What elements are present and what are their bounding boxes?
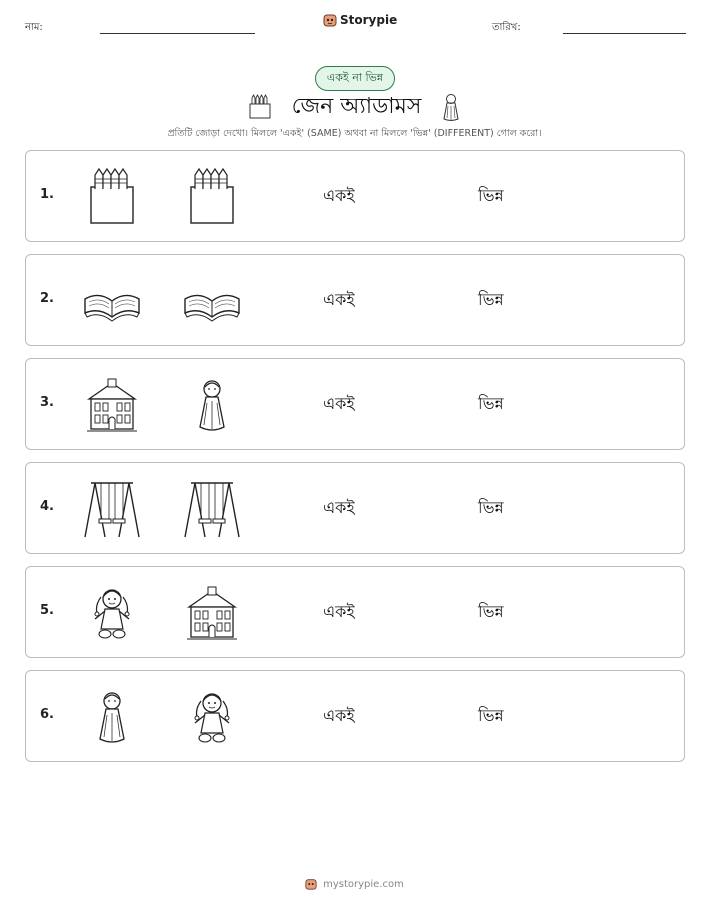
instructions-text: প্রতিটি জোড়া দেখো। মিললে 'একই' (SAME) অথবা না মিললে 'ভিন্ন' (DIFFERENT) গোল করো। [167, 128, 542, 139]
date-write-line [563, 33, 686, 34]
different-option[interactable]: ভিন্ন [478, 186, 504, 205]
book-icon [181, 271, 243, 331]
exercise-row [25, 670, 685, 762]
exercise-row [25, 150, 685, 242]
exercise-row [25, 358, 685, 450]
doll-icon [181, 375, 243, 435]
exercise-row [25, 254, 685, 346]
row-number: 4. [40, 499, 54, 514]
different-option[interactable]: ভিন্ন [478, 602, 504, 621]
row-number: 5. [40, 603, 54, 618]
exercise-row [25, 566, 685, 658]
same-option[interactable]: একই [323, 394, 355, 413]
same-option[interactable]: একই [323, 602, 355, 621]
page-title: জেন অ্যাডামস [291, 93, 422, 119]
row-number: 6. [40, 707, 54, 722]
different-option[interactable]: ভিন্ন [478, 706, 504, 725]
same-option[interactable]: একই [323, 290, 355, 309]
different-option[interactable]: ভিন্ন [478, 290, 504, 309]
title-block [0, 90, 709, 124]
swing-icon [81, 479, 143, 539]
same-option[interactable]: একই [323, 706, 355, 725]
rag-doll-icon [81, 583, 143, 643]
brand-logo [323, 13, 397, 27]
different-option[interactable]: ভিন্ন [478, 394, 504, 413]
exercise-row [25, 462, 685, 554]
name-label: নাম: [25, 22, 43, 33]
row-number: 1. [40, 187, 54, 202]
rag-doll-icon [181, 687, 243, 747]
same-option[interactable]: একই [323, 498, 355, 517]
name-write-line [100, 33, 255, 34]
crayons-icon [181, 167, 243, 227]
brand-name: Storypie [340, 13, 398, 27]
storypie-mascot-icon [305, 878, 317, 890]
house-icon [81, 375, 143, 435]
swing-icon [181, 479, 243, 539]
crayons-icon [81, 167, 143, 227]
row-number: 2. [40, 291, 54, 306]
storypie-mascot-icon [323, 13, 337, 27]
row-number: 3. [40, 395, 54, 410]
date-label: তারিখ: [492, 22, 521, 33]
doll-icon [441, 92, 461, 122]
doll-icon [81, 687, 143, 747]
book-icon [81, 271, 143, 331]
worksheet-header [0, 0, 709, 50]
activity-badge: একই না ভিন্ন [315, 66, 395, 91]
crayons-icon [248, 94, 272, 120]
footer-url: mystorypie.com [323, 878, 404, 890]
different-option[interactable]: ভিন্ন [478, 498, 504, 517]
house-icon [181, 583, 243, 643]
footer [0, 878, 709, 890]
same-option[interactable]: একই [323, 186, 355, 205]
